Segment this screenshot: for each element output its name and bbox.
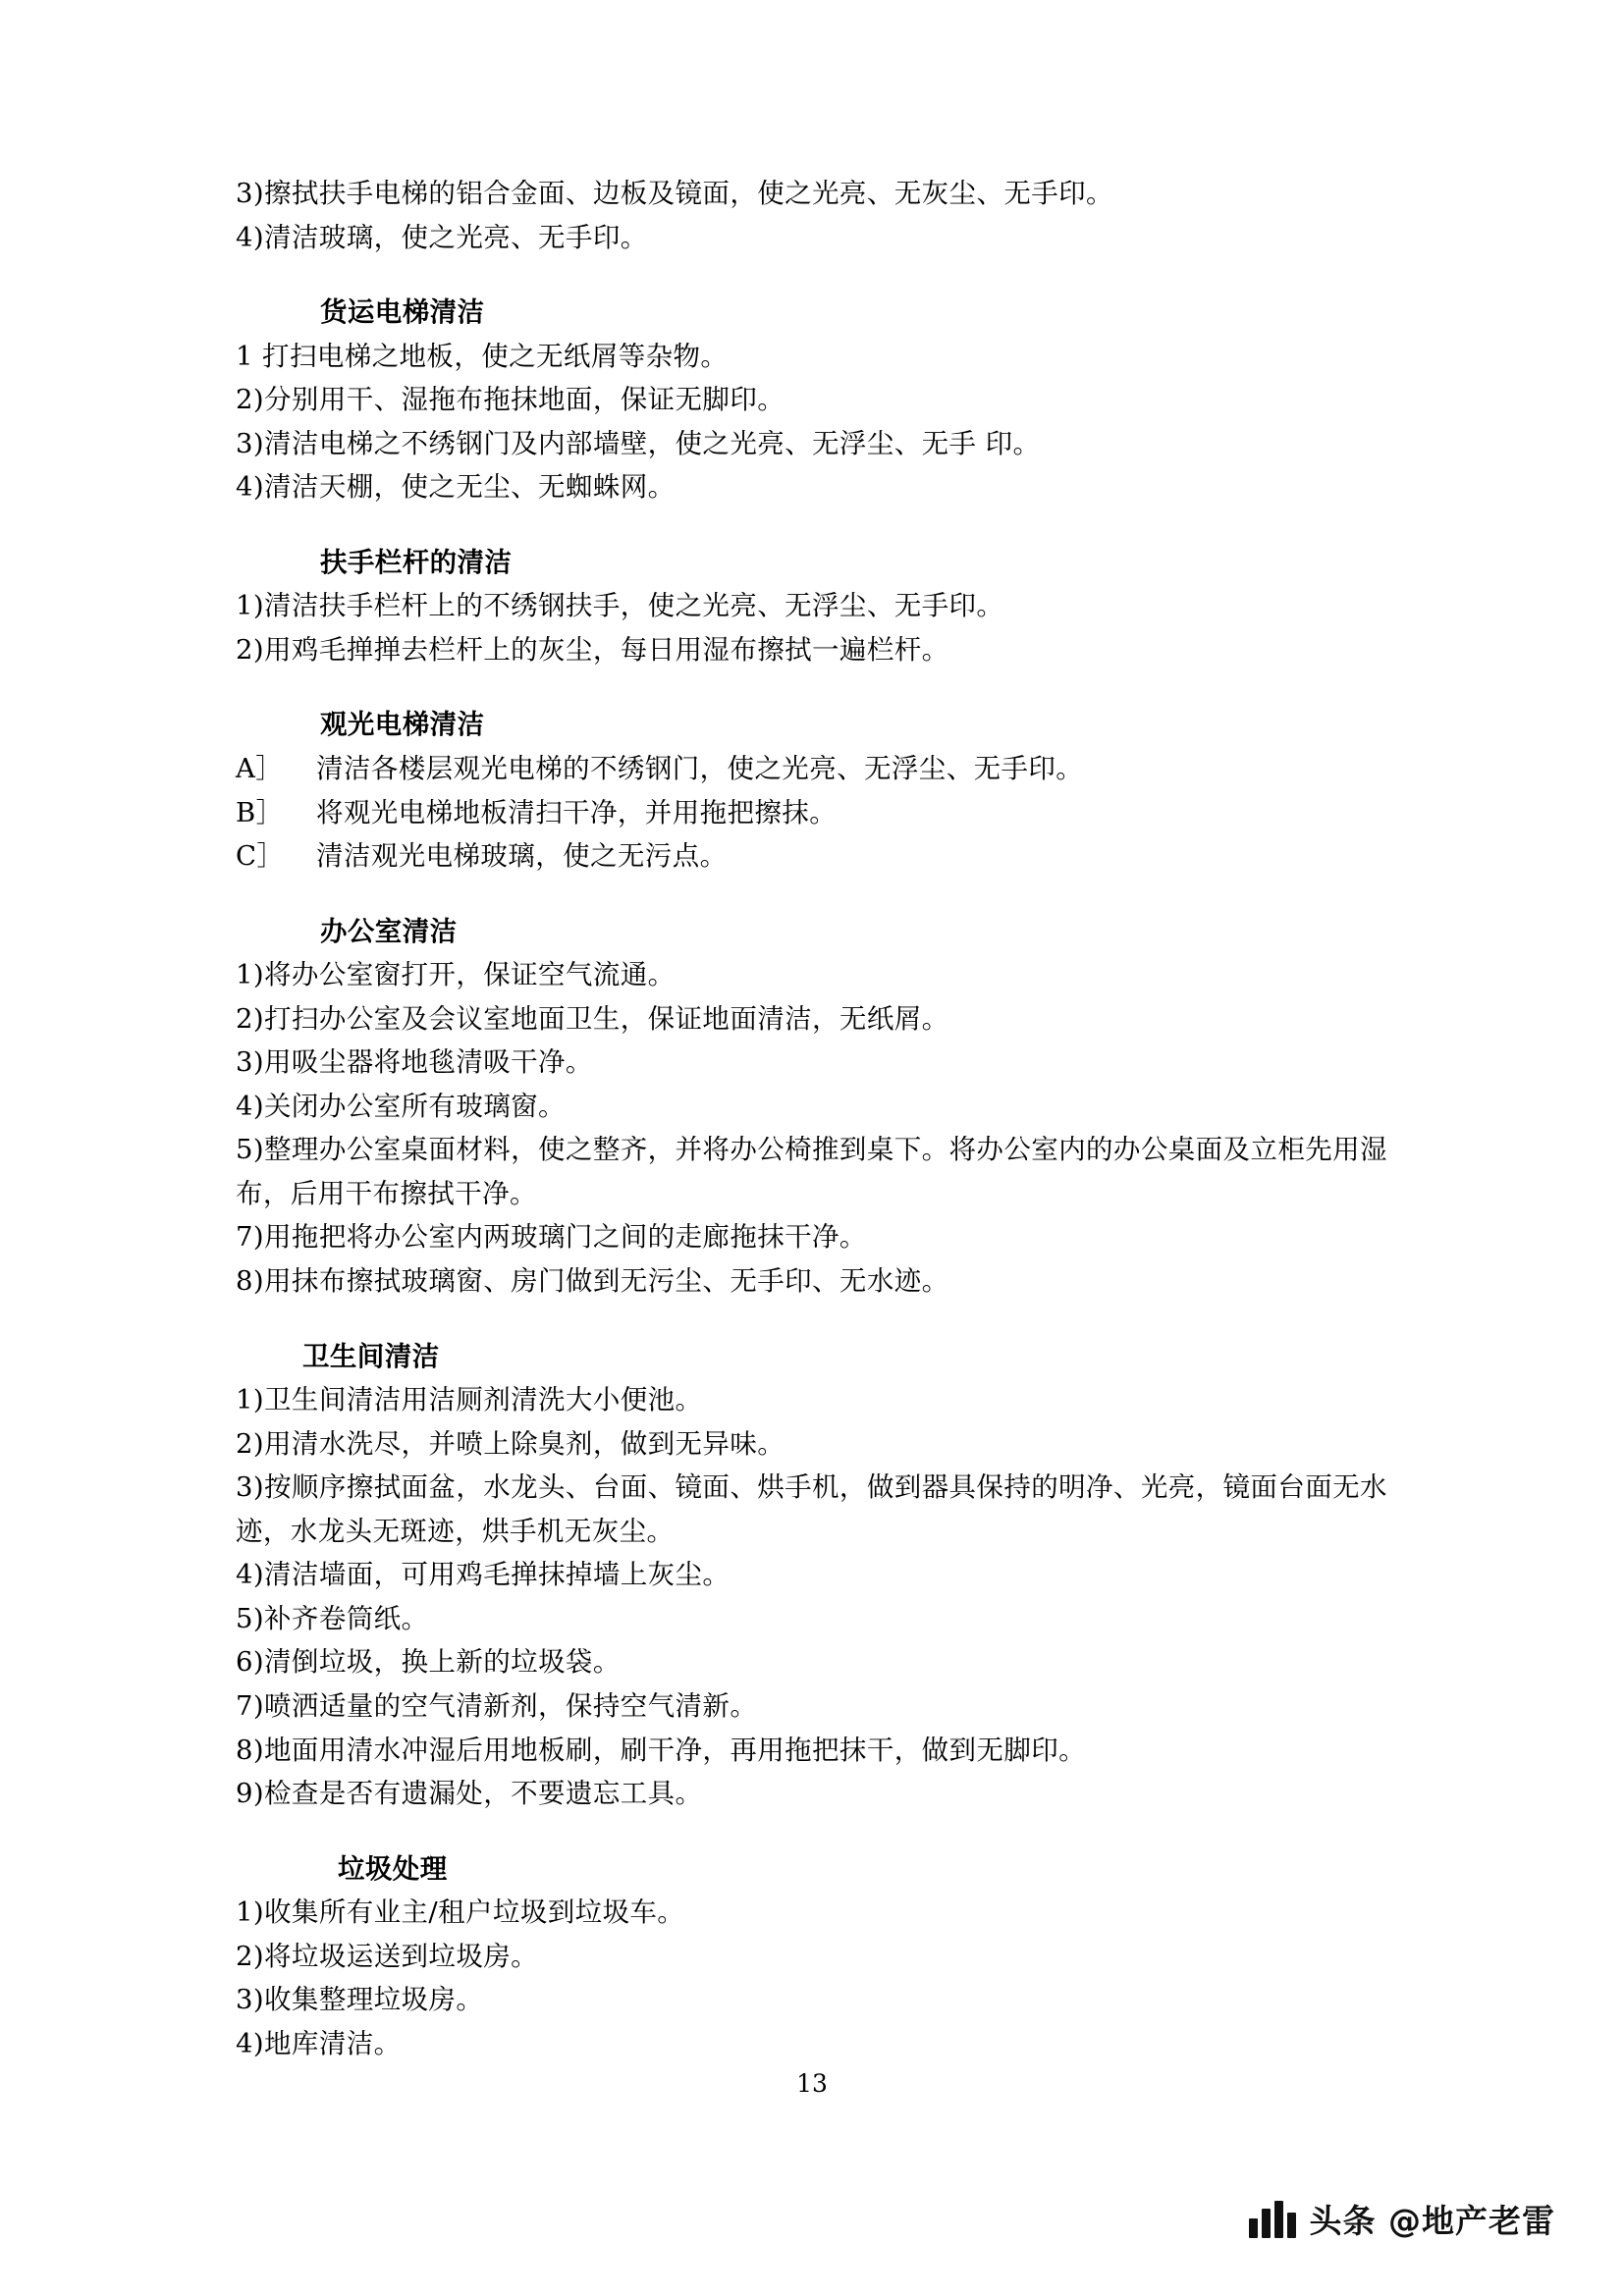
paragraph: 3)用吸尘器将地毯清吸干净。 (236, 1046, 593, 1079)
list-item (236, 791, 1413, 835)
paragraph: 1)将办公室窗打开，保证空气流通。 (236, 959, 676, 991)
paragraph: 3)按顺序擦拭面盆，水龙头、台面、镜面、烘手机，做到器具保持的明净、光亮，镜面台面无水迹，水龙头无斑迹，烘手机无灰尘。 (236, 1471, 1387, 1547)
section-heading: 货运电梯清洁 (320, 296, 485, 329)
paragraph-spacer (236, 1304, 1413, 1335)
section-heading: 卫生间清洁 (302, 1340, 440, 1372)
paragraph: 8)地面用清水冲湿后用地板刷，刷干净，再用拖把抹干，做到无脚印。 (236, 1734, 1087, 1766)
section-heading: 扶手栏杆的清洁 (320, 546, 513, 578)
paragraph: 2)分别用干、湿拖布拖抹地面，保证无脚印。 (236, 384, 785, 416)
section-heading: 观光电梯清洁 (320, 709, 485, 741)
paragraph: 1)清洁扶手栏杆上的不绣钢扶手，使之光亮、无浮尘、无手印。 (236, 590, 1004, 622)
paragraph: 6)清倒垃圾，换上新的垃圾袋。 (236, 1646, 621, 1679)
section-heading: 垃圾处理 (338, 1852, 448, 1885)
section-heading: 办公室清洁 (320, 915, 458, 947)
list-item-text: 清洁观光电梯玻璃，使之无污点。 (316, 840, 728, 873)
paragraph: 1)卫生间清洁用洁厕剂清洗大小便池。 (236, 1384, 703, 1416)
paragraph: 5)补齐卷筒纸。 (236, 1602, 429, 1634)
document-body (236, 172, 1413, 2065)
paragraph: 9)检查是否有遗漏处，不要遗忘工具。 (236, 1778, 703, 1810)
list-item-marker: C］ (236, 840, 285, 873)
paragraph-spacer (236, 1816, 1413, 1847)
paragraph-spacer (236, 671, 1413, 703)
paragraph: 4)清洁墙面，可用鸡毛掸抹掉墙上灰尘。 (236, 1559, 731, 1591)
list-item-marker: B］ (236, 796, 284, 828)
paragraph: 4)地库清洁。 (236, 2027, 402, 2059)
paragraph: 3)收集整理垃圾房。 (236, 1984, 484, 2016)
paragraph: 1 打扫电梯之地板，使之无纸屑等杂物。 (236, 340, 729, 372)
paragraph-spacer (236, 509, 1413, 541)
list-item-text: 将观光电梯地板清扫干净，并用拖把擦抹。 (316, 796, 838, 828)
paragraph: 1)收集所有业主/租户垃圾到垃圾车。 (236, 1896, 685, 1929)
paragraph: 2)打扫办公室及会议室地面卫生，保证地面清洁，无纸屑。 (236, 1002, 949, 1035)
list-item (236, 747, 1413, 791)
paragraph: 3)清洁电梯之不绣钢门及内部墙壁，使之光亮、无浮尘、无手 印。 (236, 427, 1041, 459)
watermark-label: 头条 @地产老雷 (1309, 2202, 1555, 2240)
list-item-text: 清洁各楼层观光电梯的不绣钢门，使之光亮、无浮尘、无手印。 (316, 753, 1084, 785)
paragraph: 4)清洁天棚，使之无尘、无蜘蛛网。 (236, 471, 676, 504)
paragraph: 2)用鸡毛掸掸去栏杆上的灰尘，每日用湿布擦拭一遍栏杆。 (236, 633, 949, 666)
paragraph: 4)清洁玻璃，使之光亮、无手印。 (236, 221, 648, 253)
watermark (1249, 2196, 1556, 2242)
list-item (236, 834, 1413, 879)
paragraph: 2)用清水洗尽，并喷上除臭剂，做到无异味。 (236, 1427, 785, 1460)
page-number: 13 (796, 2069, 828, 2098)
list-item-marker: A］ (236, 753, 284, 785)
paragraph: 7)喷洒适量的空气清新剂，保持空气清新。 (236, 1689, 758, 1722)
paragraph: 5)整理办公室桌面材料，使之整齐，并将办公椅推到桌下。将办公室内的办公桌面及立柜先用湿布，后用干布擦拭干净。 (236, 1134, 1387, 1209)
paragraph: 3)擦拭扶手电梯的铝合金面、边板及镜面，使之光亮、无灰尘、无手印。 (236, 178, 1113, 209)
paragraph-spacer (236, 259, 1413, 291)
paragraph: 7)用拖把将办公室内两玻璃门之间的走廊拖抹干净。 (236, 1221, 867, 1254)
paragraph: 4)关闭办公室所有玻璃窗。 (236, 1090, 566, 1122)
paragraph: 8)用抹布擦拭玻璃窗、房门做到无污尘、无手印、无水迹。 (236, 1265, 949, 1298)
paragraph: 2)将垃圾运送到垃圾房。 (236, 1940, 539, 1972)
toutiao-logo-icon (1249, 2201, 1296, 2238)
paragraph-spacer (236, 879, 1413, 910)
